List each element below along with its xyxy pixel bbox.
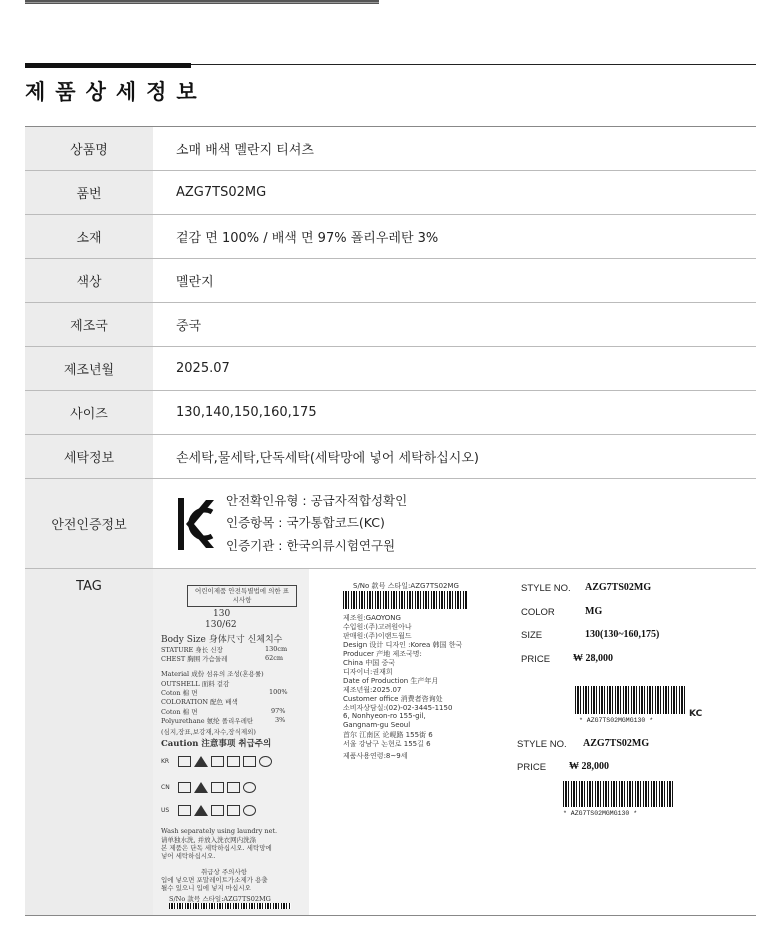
kc-mark-icon: KC [689,709,703,719]
style-key: STYLE NO. [517,739,567,750]
row-label: 색상 [25,259,153,302]
section-title: 제품상세정보 [25,80,207,104]
product-spec-table [25,126,756,916]
row-label: 소재 [25,215,153,258]
tag-images [153,569,756,915]
exclusion-note: (심지,장표,보강재,자수,장식제외) [161,728,256,736]
row-value: 겉감 면 100% / 배색 면 97% 폴리우레탄 3% [176,231,439,246]
stature-label: STATURE 身长 신장 [161,646,223,654]
maker-line: Date of Production 生产年月 [343,677,439,685]
chest-label: CHEST 胸围 가슴둘레 [161,655,228,663]
table-row [25,347,756,391]
maker-line: 제조년월:2025.07 [343,686,402,694]
polyurethane-pct: 3% [275,716,286,724]
handling-head: 취급상 주의사항 [201,868,248,876]
row-value: 2025.07 [176,361,230,376]
cotton-label: Coton 棉 면 [161,689,198,697]
cotton-label: Coton 棉 면 [161,708,198,716]
kids-notice: 어린이제품 안전특별법에 의한 표시사항 [187,585,297,607]
style-value: AZG7TS02MG [583,738,650,749]
style-number: S/No 款号 스타일:AZG7TS02MG [169,895,271,903]
maker-line: 수입원:(주)고려원아나 [343,623,412,631]
color-value: MG [585,606,603,617]
handling-line: 입에 넣으면 포말레이트가소제가 용출 [161,876,268,884]
tag-row [25,569,756,916]
stature-value: 130cm [265,645,288,653]
maker-line: 서울 강남구 논현로 155길 6 [343,740,431,748]
wash-note-kr-2: 넣어 세탁하십시오. [161,852,216,860]
no-dry-clean-icon [259,756,272,767]
maker-line: Design 设计 디자인 :Korea 韩国 한국 [343,641,463,649]
no-bleach-icon [194,756,208,767]
wash-tub-icon [178,782,191,793]
no-dry-clean-icon [243,805,256,816]
caution-head: Caution 注意事项 취급주의 [161,739,272,749]
care-code: KR [161,758,170,765]
title-divider-accent [25,63,191,68]
table-row [25,215,756,259]
no-tumble-dry-icon [227,756,240,767]
row-label: 사이즈 [25,391,153,434]
row-value: 130,140,150,160,175 [176,405,317,420]
cert-type: 안전확인유형 : 공급자적합성확인 [226,492,408,508]
table-row [25,259,756,303]
price-key: PRICE [521,654,551,665]
outshell-label: OUTSHELL 面料 겉감 [161,680,230,688]
wash-tub-icon [178,756,191,767]
body-size-head: Body Size 身体尺寸 신체치수 [161,635,283,645]
care-symbols-kr [161,756,272,767]
row-label: 품번 [25,171,153,214]
barcode-caption: * AZG7TS02MGMG130 * [563,810,638,817]
polyurethane-label: Polyurethane 氨纶 폴리우레탄 [161,717,254,725]
iron-icon [211,805,224,816]
kc-cert-block [176,490,407,558]
size-number: 130 [213,609,231,619]
price-value: ₩ 28,000 [569,761,609,772]
maker-line: China 中国 중국 [343,659,395,667]
barcode-caption: * AZG7TS02MGMG130 * [579,717,654,724]
kc-cert-lines [226,490,407,558]
row-value: AZG7TS02MG [176,185,267,200]
maker-label [343,569,513,769]
maker-line: Producer 产地 제조국명: [343,650,422,658]
table-row [25,171,756,215]
style-key: STYLE NO. [521,583,571,594]
row-value: 손세탁,물세탁,단독세탁(세탁망에 넣어 세탁하십시오) [176,451,479,466]
iron-icon [211,756,224,767]
cert-agency: 인증기관 : 한국의류시험연구원 [226,537,396,553]
maker-line: 디자이너:권재희 [343,668,393,676]
row-label: 제조년월 [25,347,153,390]
no-dry-clean-icon [243,782,256,793]
cert-item: 인증항목 : 국가통합코드(KC) [226,515,385,531]
size-key: SIZE [521,630,543,641]
no-bleach-icon [194,805,208,816]
care-symbols-cn [161,782,256,793]
size-value: 130(130~160,175) [585,629,660,640]
cotton-pct: 97% [271,707,286,715]
wash-note-cn: 请单独水洗, 并放入洗衣网内洗涤 [161,836,257,844]
handling-line-2: 될수 있으니 입에 넣지 마십시오 [161,884,251,892]
dry-flat-icon [243,756,256,767]
style-number: S/No 款号 스타일:AZG7TS02MG [353,582,459,590]
maker-line: 6, Nonhyeon-ro 155-gil, [343,712,426,720]
wash-note-en: Wash separately using laundry net. [161,827,278,835]
no-tumble-dry-icon [211,782,224,793]
care-symbols-us [161,805,256,816]
safety-cert-row [25,479,756,569]
row-label: 세탁정보 [25,435,153,478]
table-row [25,127,756,171]
maker-line: 제품사용연령:8~9세 [343,752,408,760]
maker-line: 首尔 江南区 论岘路 155街 6 [343,731,433,739]
row-label: TAG [25,569,153,915]
cotton-pct: 100% [269,688,288,696]
wash-tub-icon [178,805,191,816]
kc-mark-icon [176,494,216,554]
barcode [563,781,673,807]
style-value: AZG7TS02MG [585,582,652,593]
table-row [25,391,756,435]
no-tumble-dry-icon [227,805,240,816]
row-value: 중국 [176,319,202,334]
maker-line: Customer office 消费者咨询处 [343,695,443,703]
care-code: CN [161,784,170,791]
barcode [343,591,467,609]
coloration-label: COLORATION 配色 배색 [161,698,238,706]
price-tag [513,569,748,829]
maker-line: 소비자상담실:(02)-02-3445-1150 [343,704,453,712]
color-key: COLOR [521,607,555,618]
maker-line: 판매원:(주)이랜드월드 [343,632,412,640]
wash-note-kr: 본 제품은 단독 세탁하십시오. 세탁망에 [161,844,272,852]
maker-line: Gangnam-gu Seoul [343,721,411,729]
care-label [153,569,309,915]
maker-line: 제조원:GAOYONG [343,614,401,622]
row-value: 멜란지 [176,275,214,290]
chest-value: 62cm [265,654,284,662]
price-key: PRICE [517,762,547,773]
row-label: 제조국 [25,303,153,346]
iron-icon [227,782,240,793]
table-row [25,303,756,347]
row-label: 안전인증정보 [25,479,153,568]
row-value [153,479,756,568]
row-value: 소매 배색 멜란지 티셔츠 [176,143,314,158]
table-row [25,435,756,479]
top-image-strip [25,0,379,4]
row-label: 상품명 [25,127,153,170]
barcode [169,903,291,909]
price-value: ₩ 28,000 [573,653,613,664]
material-head: Material 成份 섬유의 조성(혼용률) [161,670,264,678]
barcode [575,686,685,714]
size-sub: 130/62 [205,620,237,630]
no-bleach-icon [194,782,208,793]
care-code: US [161,807,170,814]
